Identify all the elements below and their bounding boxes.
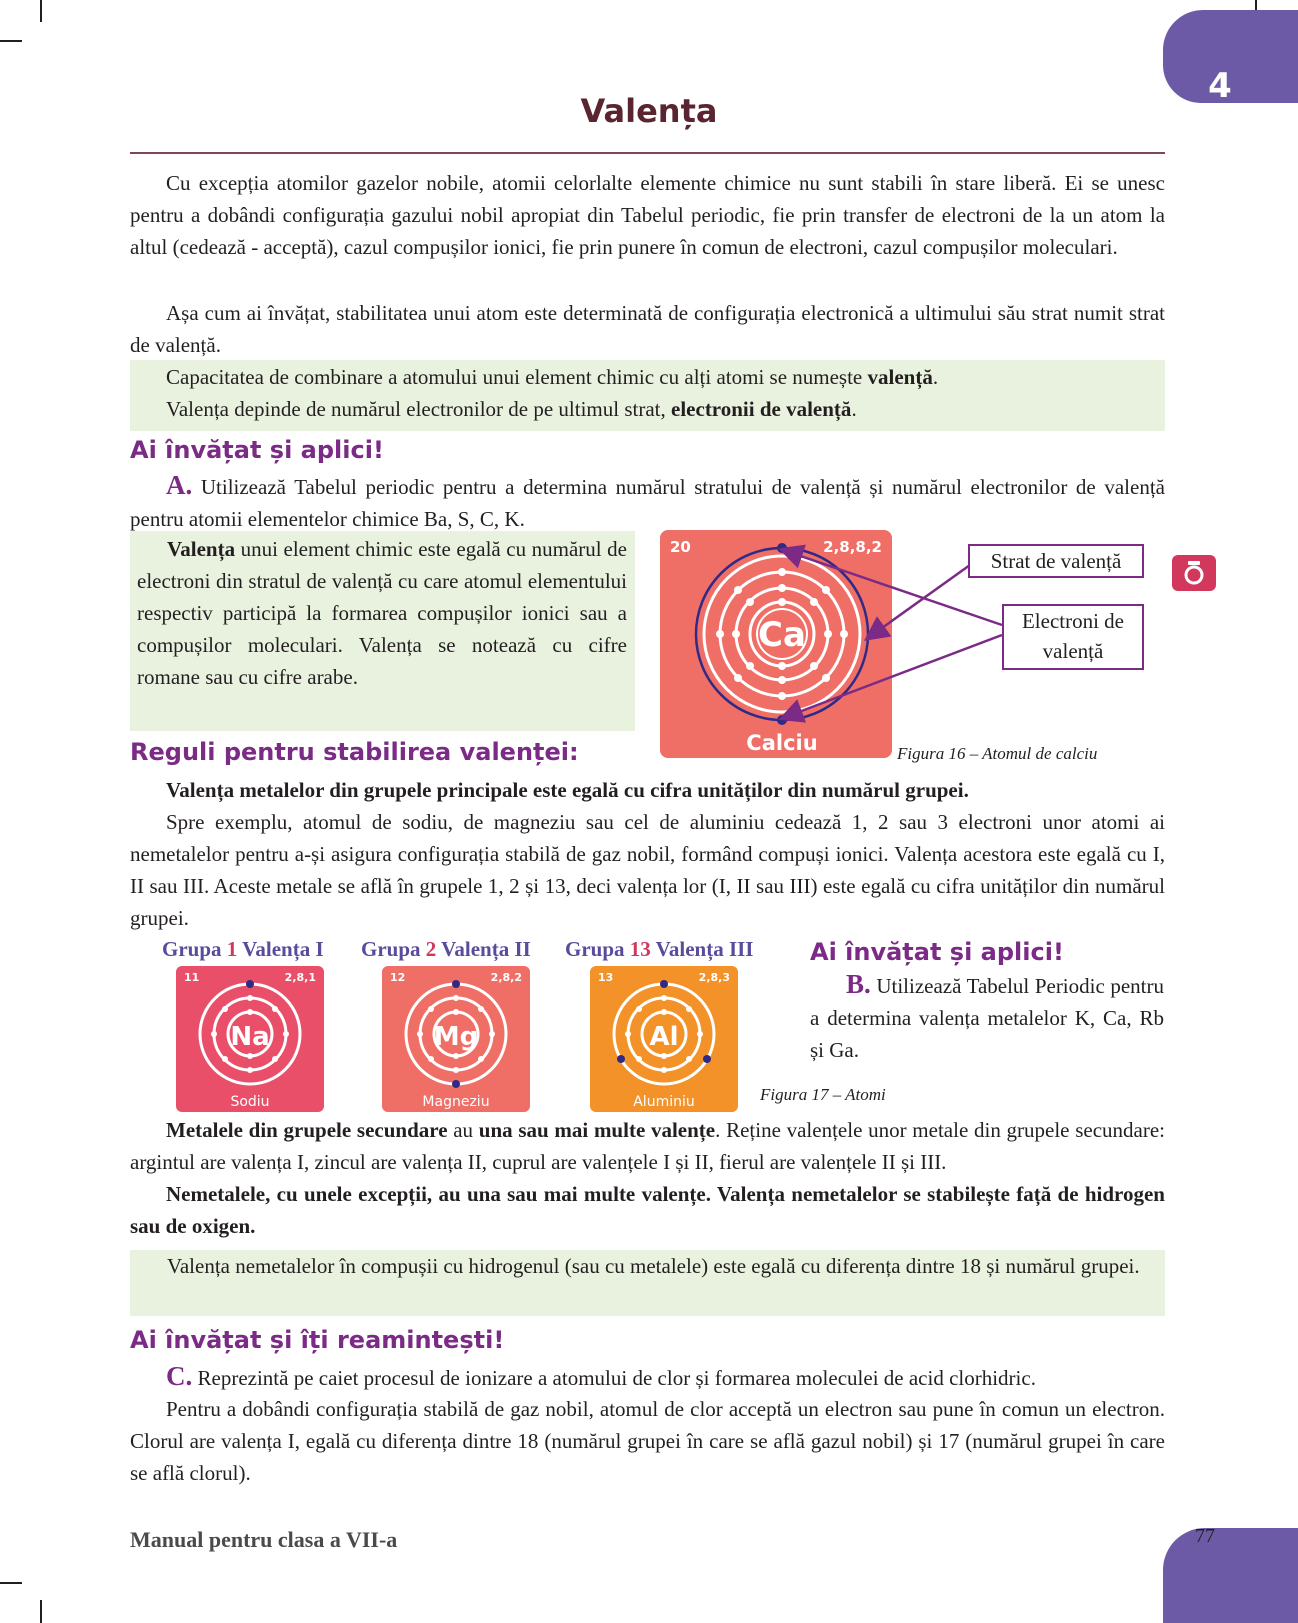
- definition-term: valență: [867, 365, 933, 389]
- atomic-number: 20: [670, 538, 691, 556]
- intro-text-1: Cu excepția atomilor gazelor nobile, atomii celorlalte elemente chimice nu sunt stabili în stare liberă. Ei se unesc pentru a dobândi configurația gazului nobil apropiat din Tabelul periodic, fie prin transfer de electroni de la un atom la altul (cedează - acceptă), cazul compușilor ionici, fie prin punere în comun de electroni, cazul compușilor moleculari.: [130, 171, 1165, 259]
- book-footer: Manual pentru clasa a VII-a: [130, 1527, 398, 1552]
- section-a-exercise: [130, 469, 1165, 535]
- crop-mark: [40, 0, 42, 22]
- page-number-tab: [1163, 1528, 1298, 1623]
- crop-mark: [0, 40, 22, 42]
- rule-example-text: Spre exemplu, atomul de sodiu, de magneziu sau cel de aluminiu cedează 1, 2 sau 3 electroni unor atomi ai nemetalelor pentru a-și asigura configurația stabilă de gaz nobil, formând compuși ionici. Valența acestora este egală cu I, II sau III. Aceste metale se află în grupele 1, 2 și 13, deci valența lor (I, II sau III) este egală cu cifra unităților din numărul grupei.: [130, 810, 1165, 930]
- section-a-heading: Ai învățat și aplici!: [130, 436, 384, 464]
- aluminium-atom-diagram: [590, 966, 738, 1112]
- group-number: 13: [629, 937, 651, 961]
- definition-term: electronii de valență: [671, 397, 852, 421]
- crop-mark: [0, 1582, 22, 1584]
- element-symbol: Mg: [433, 1022, 479, 1052]
- group-number: 1: [226, 937, 238, 961]
- secondary-text: . Reține valențele unor metale din grupele secundare: argintul are valența I, zincul are valența II, cuprul are valențele I și II, fierul are valențele II și III.: [130, 1118, 1165, 1174]
- element-name: Aluminiu: [633, 1094, 695, 1110]
- element-name: Calciu: [746, 731, 818, 755]
- group-label-na: [162, 937, 324, 962]
- electron-configuration: 2,8,3: [698, 971, 730, 984]
- secondary-term: Metalele din grupele secundare: [166, 1118, 448, 1142]
- atomic-number: 13: [598, 971, 614, 984]
- definition-line-2: [130, 393, 1165, 425]
- exercise-text: Reprezintă pe caiet procesul de ionizare a atomului de clor și formarea moleculei de acid clorhidric.: [192, 1366, 1036, 1390]
- hydrogen-rule-text: Valența nemetalelor în compușii cu hidrogenul (sau cu metalele) este egală cu diferența dintre 18 și numărul grupei.: [167, 1254, 1140, 1278]
- valence-electron: [703, 1055, 711, 1063]
- valence-electron: [452, 980, 460, 988]
- crop-mark: [40, 1600, 42, 1623]
- element-symbol: Ca: [758, 615, 806, 655]
- valence-electron: [660, 980, 668, 988]
- section-b-exercise: [810, 968, 1164, 1066]
- definition-text: Valența depinde de numărul electronilor de pe ultimul strat,: [166, 397, 672, 421]
- chapter-number: 4: [1208, 66, 1232, 106]
- rule-1: [130, 774, 1165, 806]
- nonmetals-rule: [130, 1178, 1165, 1242]
- exercise-text: Utilizează Tabelul periodic pentru a determina numărul stratului de valență și numărul electronilor de valență pentru atomii elementelor chimice Ba, S, C, K.: [130, 475, 1165, 531]
- section-c-exercise: [130, 1360, 1165, 1394]
- magnesium-atom-figure: [382, 966, 530, 1117]
- valence-term: Valența: [167, 537, 236, 561]
- arrow-to-shell: [868, 565, 970, 638]
- definition-line-1: [130, 361, 1165, 393]
- group-label-al: [565, 937, 753, 962]
- electron-configuration: 2,8,8,2: [823, 538, 882, 556]
- group-valence: Valența I: [237, 937, 324, 961]
- title-rule: [130, 152, 1165, 154]
- exercise-letter: C.: [166, 1361, 193, 1391]
- valence-definition: [137, 533, 627, 693]
- sodium-atom-figure: [176, 966, 324, 1117]
- atomic-number: 12: [390, 971, 406, 984]
- intro-text-2: Așa cum ai învățat, stabilitatea unui atom este determinată de configurația electronică a ultimului său strat numit strat de valență.: [130, 301, 1165, 357]
- exercise-letter: A.: [166, 470, 193, 500]
- section-b-heading: Ai învățat și aplici!: [810, 938, 1064, 966]
- camera-glyph: [1172, 555, 1216, 591]
- secondary-text: au: [447, 1118, 479, 1142]
- camera-icon[interactable]: [1172, 555, 1216, 591]
- electron-configuration: 2,8,2: [490, 971, 522, 984]
- valence-electrons-label: Electroni de valență: [1002, 604, 1144, 670]
- page-number: 77: [1195, 1525, 1215, 1547]
- nonmetals-text: Nemetalele, cu unele excepții, au una sau mai multe valențe. Valența nemetalelor se stabilește față de hidrogen sau de oxigen.: [130, 1182, 1165, 1238]
- group-label-mg: [361, 937, 531, 962]
- rules-heading: Reguli pentru stabilirea valenței:: [130, 738, 579, 766]
- electron-configuration: 2,8,1: [284, 971, 316, 984]
- intro-paragraph-2: [130, 297, 1165, 361]
- page-title: Valența: [580, 92, 718, 130]
- group-word: Grupa: [565, 937, 630, 961]
- arrow-to-electron: [783, 635, 1002, 718]
- valence-electron: [617, 1055, 625, 1063]
- rule-example: [130, 806, 1165, 934]
- atomic-number: 11: [184, 971, 200, 984]
- figure-17-caption: Figura 17 – Atomi: [760, 1085, 886, 1104]
- secondary-term: una sau mai multe valențe: [478, 1118, 716, 1142]
- exercise-letter: B.: [846, 969, 871, 999]
- aluminium-atom-figure: [590, 966, 738, 1117]
- element-symbol: Al: [649, 1022, 679, 1052]
- group-valence: Valența III: [650, 937, 754, 961]
- group-valence: Valența II: [436, 937, 531, 961]
- magnesium-atom-diagram: [382, 966, 530, 1112]
- group-number: 2: [425, 937, 437, 961]
- exercise-text: Utilizează Tabelul Periodic pentru a determina valența metalelor K, Ca, Rb și Ga.: [810, 974, 1164, 1062]
- definition-punct: .: [851, 397, 857, 421]
- valence-electron: [452, 1080, 460, 1088]
- intro-paragraph-1: [130, 167, 1165, 263]
- rule-1-text: Valența metalelor din grupele principale este egală cu cifra unităților din numărul grupei.: [166, 778, 969, 802]
- valence-text: unui element chimic este egală cu numărul de electroni din stratul de valență cu care atomul elementului respectiv participă la formarea compușilor ionici sau a compușilor moleculari. Valența se notează cu cifre romane sau cu cifre arabe.: [137, 537, 627, 689]
- figure-16-caption: Figura 16 – Atomul de calciu: [897, 744, 1098, 763]
- section-c-heading: Ai învățat și îți reamintești!: [130, 1326, 505, 1354]
- chlorine-paragraph: [130, 1393, 1165, 1489]
- element-name: Magneziu: [422, 1094, 490, 1110]
- group-word: Grupa: [361, 937, 426, 961]
- chlorine-text: Pentru a dobândi configurația stabilă de gaz nobil, atomul de clor acceptă un electron sau pune în comun un electron. Clorul are valența I, egală cu diferența dintre 18 (numărul grupei în care se află gazul nobil) și 17 (numărul grupei în care se află clorul).: [130, 1397, 1165, 1485]
- group-word: Grupa: [162, 937, 227, 961]
- element-symbol: Na: [230, 1022, 270, 1052]
- valence-shell-label: Strat de valență: [968, 544, 1144, 578]
- sodium-atom-diagram: [176, 966, 324, 1112]
- hydrogen-rule: [137, 1250, 1157, 1282]
- definition-text: Capacitatea de combinare a atomului unui element chimic cu alți atomi se numește: [166, 365, 868, 389]
- valence-electron: [246, 980, 254, 988]
- definition-punct: .: [932, 365, 939, 389]
- element-name: Sodiu: [230, 1094, 270, 1110]
- secondary-metals: [130, 1114, 1165, 1178]
